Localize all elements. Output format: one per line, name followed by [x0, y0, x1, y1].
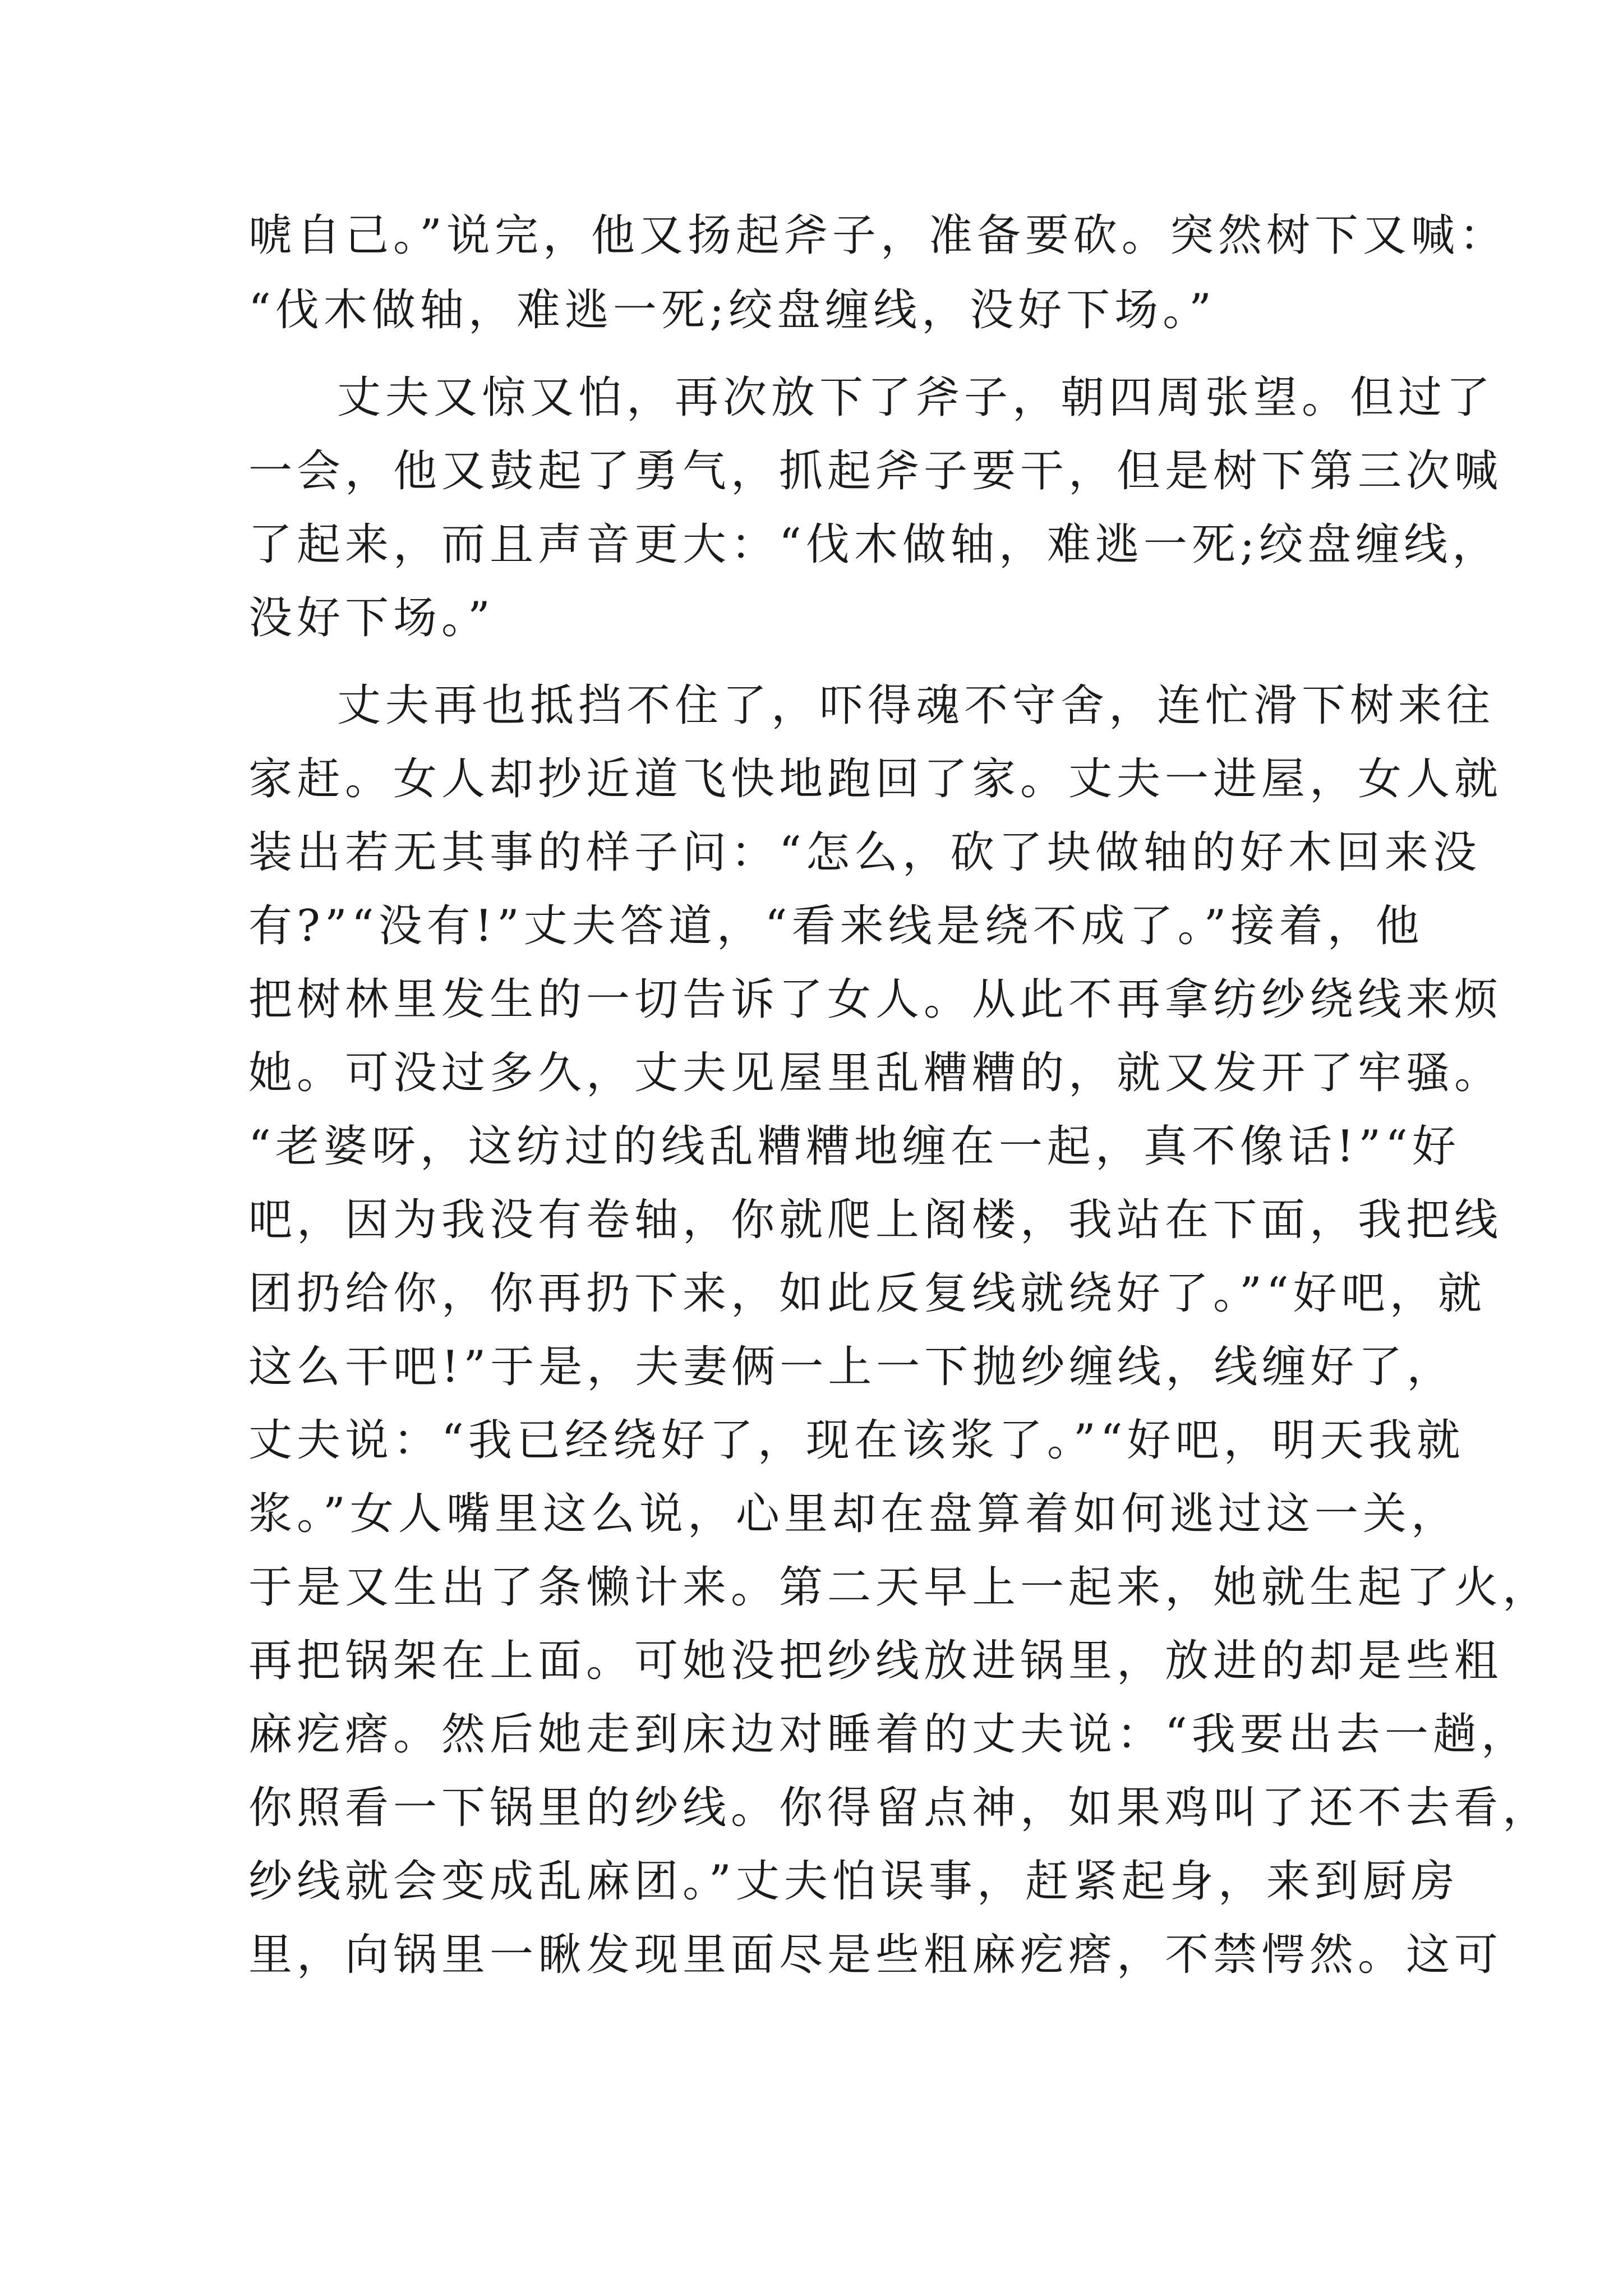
text-line: 家赶。女人却抄近道飞快地跑回了家。丈夫一进屋，女人就: [248, 754, 1503, 804]
text-line: 浆。”女人嘴里这么说，心里却在盘算着如何逃过这一关，: [248, 1489, 1459, 1539]
text-line: 把树林里发生的一切告诉了女人。从此不再拿纺纱绕线来烦: [248, 974, 1503, 1025]
text-line: 吧，因为我没有卷轴，你就爬上阁楼，我站在下面，我把线: [248, 1195, 1503, 1245]
text-line: 丈夫说：“我已经绕好了，现在该浆了。”“好吧，明天我就: [248, 1415, 1465, 1466]
text-line: 有?”“没有!”丈夫答道，“看来线是绕不成了。”接着，他: [248, 901, 1424, 951]
text-line: 没好下场。”: [248, 593, 495, 643]
text-line: 麻疙瘩。然后她走到床边对睡着的丈夫说：“我要出去一趟，: [248, 1709, 1529, 1760]
text-line: 她。可没过多久，丈夫见屋里乱糟糟的，就又发开了牢骚。: [248, 1048, 1503, 1098]
text-line: 里，向锅里一瞅发现里面尽是些粗麻疙瘩，不禁愕然。这可: [248, 1930, 1503, 1980]
paragraph-start-line: 丈夫又惊又怕，再次放下了斧子，朝四周张望。但过了: [337, 372, 1495, 423]
text-line: 这么干吧!”于是，夫妻俩一上一下抛纱缠线，线缠好了，: [248, 1342, 1455, 1392]
paragraph-start-line: 丈夫再也抵挡不住了，吓得魂不守舍，连忙滑下树来往: [337, 680, 1495, 731]
text-line: 装出若无其事的样子问：“怎么，砍了块做轴的好木回来没: [248, 827, 1481, 878]
text-line: 再把锅架在上面。可她没把纱线放进锅里，放进的却是些粗: [248, 1636, 1503, 1686]
text-line: 了起来，而且声音更大：“伐木做轴，难逃一死;绞盘缠线，: [248, 519, 1501, 570]
text-line: 一会，他又鼓起了勇气，抓起斧子要干，但是树下第三次喊: [248, 446, 1503, 496]
text-line: 团扔给你，你再扔下来，如此反复线就绕好了。”“好吧，就: [248, 1268, 1486, 1319]
text-line: 唬自己。”说完，他又扬起斧子，准备要砍。突然树下又喊：: [248, 210, 1507, 261]
text-line: “老婆呀，这纺过的线乱糟糟地缠在一起，真不像话!”“好: [248, 1121, 1460, 1172]
text-line: 你照看一下锅里的纱线。你得留点神，如果鸡叫了还不去看，: [248, 1783, 1551, 1833]
text-line: 于是又生出了条懒计来。第二天早上一起来，她就生起了火，: [248, 1562, 1551, 1613]
text-line: 纱线就会变成乱麻团。”丈夫怕误事，赶紧起身，来到厨房: [248, 1856, 1459, 1907]
text-line: “伐木做轴，难逃一死;绞盘缠线，没好下场。”: [248, 285, 1216, 335]
